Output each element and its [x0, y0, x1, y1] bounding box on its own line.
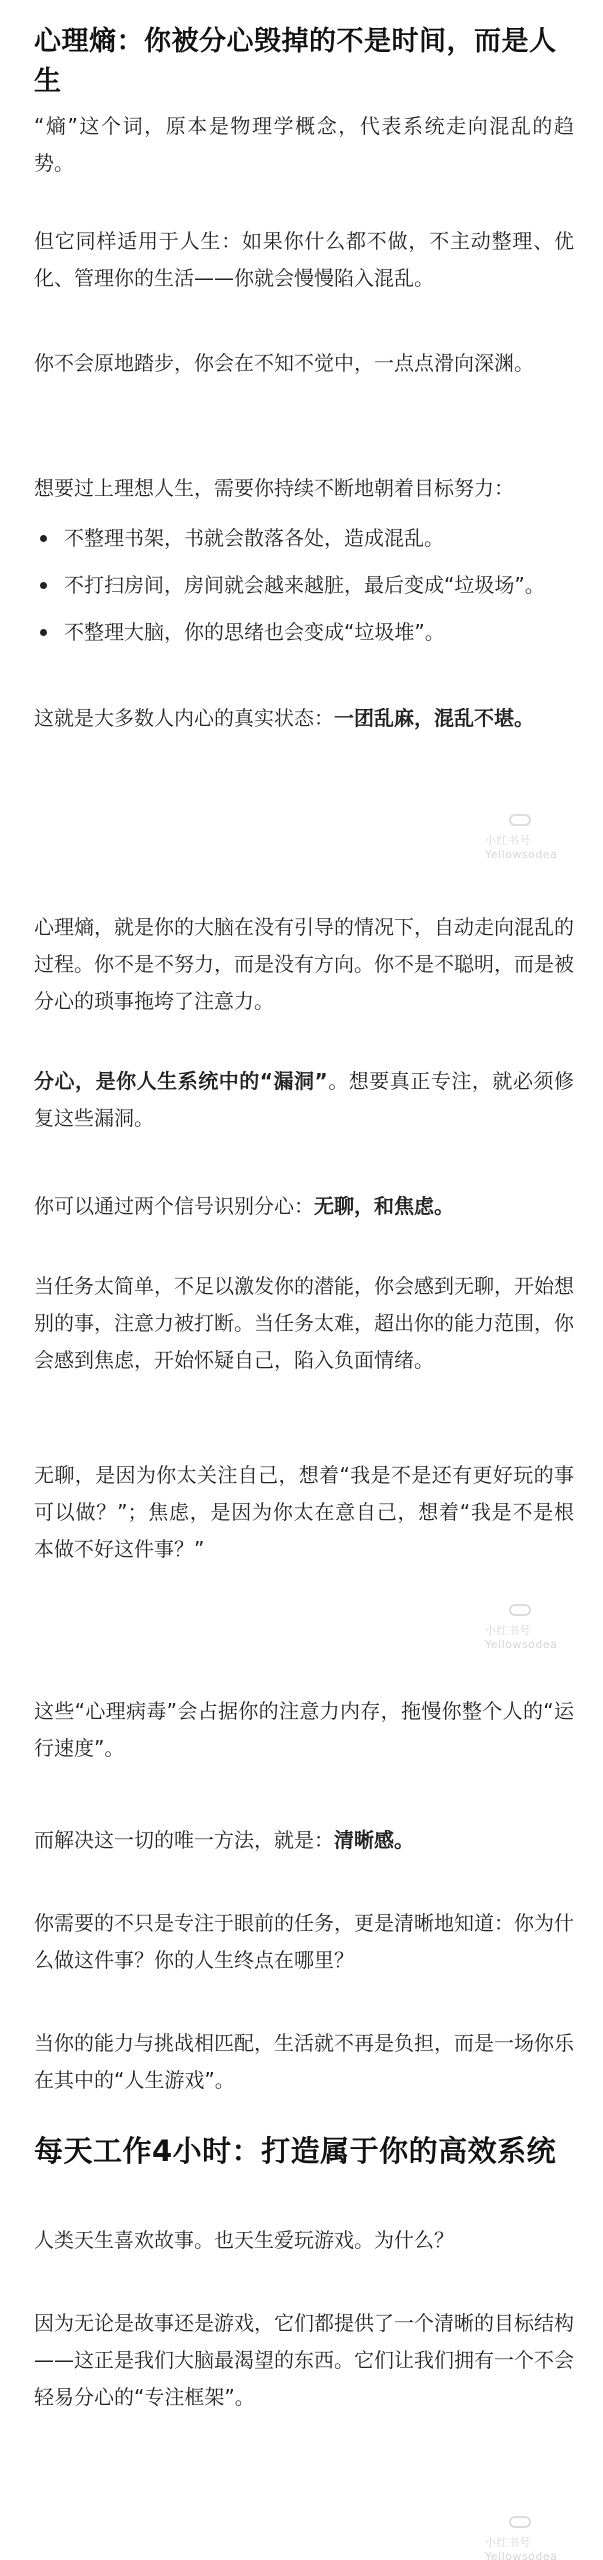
paragraph-life-application: 但它同样适用于人生：如果你什么都不做，不主动整理、优化、管理你的生活——你就会慢慢陷入混乱。: [34, 229, 574, 290]
watermark-logo-icon: [509, 2516, 531, 2528]
paragraph-sliding: 你不会原地踏步，你会在不知不觉中，一点点滑向深渊。: [34, 351, 534, 375]
watermark-logo-icon: [509, 814, 531, 826]
emphasis-text: 分心，是你人生系统中的“漏洞”: [34, 1069, 328, 1093]
paragraph-mental-virus: 这些“心理病毒”会占据你的注意力内存，拖慢你整个人的“运行速度”。: [34, 1699, 574, 1760]
emphasis-text: 一团乱麻，混乱不堪。: [334, 706, 534, 730]
paragraph-boredom-anxiety: 当任务太简单，不足以激发你的潜能，你会感到无聊，开始想别的事，注意力被打断。当任务太难，超出你的能力范围，你会感到焦虑，开始怀疑自己，陷入负面情绪。: [34, 1274, 574, 1372]
paragraph-goal-structure: 因为无论是故事还是游戏，它们都提供了一个清晰的目标结构——这正是我们大脑最渴望的东西。它们让我们拥有一个不会轻易分心的“专注框架”。: [34, 2311, 574, 2409]
list-item: 不整理大脑，你的思绪也会变成“垃圾堆”。: [34, 614, 574, 651]
list-item: 不打扫房间，房间就会越来越脏，最后变成“垃圾场”。: [34, 567, 574, 604]
paragraph-life-game: 当你的能力与挑战相匹配，生活就不再是负担，而是一场你乐在其中的“人生游戏”。: [34, 2031, 574, 2092]
paragraph-entropy-definition: “熵”这个词，原本是物理学概念，代表系统走向混乱的趋势。: [34, 114, 574, 175]
paragraph-clarity: 你需要的不只是专注于眼前的任务，更是清晰地知道：你为什么做这件事？你的人生终点在哪里？: [34, 1911, 574, 1972]
paragraph-text: 你可以通过两个信号识别分心：: [34, 1194, 314, 1218]
paragraph-text: 而解决这一切的唯一方法，就是：: [34, 1828, 334, 1852]
section-title: 每天工作4小时：打造属于你的高效系统: [34, 2134, 557, 2168]
watermark: 小红书号 Yellowsodea: [485, 2536, 558, 2560]
paragraph-two-signals: [34, 1188, 574, 1225]
paragraph-self-focus: 无聊，是因为你太关注自己，想着“我是不是还有更好玩的事可以做？”；焦虑，是因为你太在意自己，想着“我是不是根本做不好这件事？”: [34, 1463, 574, 1561]
watermark: 小红书号 Yellowsodea: [485, 1624, 558, 1651]
paragraph-ideal-life: 想要过上理想人生，需要你持续不断地朝着目标努力：: [34, 476, 514, 500]
paragraph-distraction-bug: [34, 1063, 574, 1137]
paragraph-psychic-entropy: 心理熵，就是你的大脑在没有引导的情况下，自动走向混乱的过程。你不是不努力，而是没有方向。你不是不聪明，而是被分心的琐事拖垮了注意力。: [34, 915, 574, 1013]
paragraph-text: 这就是大多数人内心的真实状态：: [34, 706, 334, 730]
emphasis-text: 清晰感。: [334, 1828, 414, 1852]
watermark: 小红书号 Yellowsodea: [485, 834, 558, 861]
article-title: 心理熵：你被分心毁掉的不是时间，而是人生: [34, 26, 557, 97]
list-item: 不整理书架，书就会散落各处，造成混乱。: [34, 520, 574, 557]
paragraph-solution: [34, 1822, 574, 1859]
paragraph-real-state: [34, 700, 574, 737]
emphasis-text: 无聊，和焦虑。: [314, 1194, 454, 1218]
paragraph-stories-games: 人类天生喜欢故事。也天生爱玩游戏。为什么？: [34, 2228, 454, 2252]
examples-list: [34, 520, 574, 651]
paragraph-text: 。想要真正专注，就必须修复这些漏洞。: [34, 1069, 574, 1130]
watermark-logo-icon: [509, 1604, 531, 1616]
